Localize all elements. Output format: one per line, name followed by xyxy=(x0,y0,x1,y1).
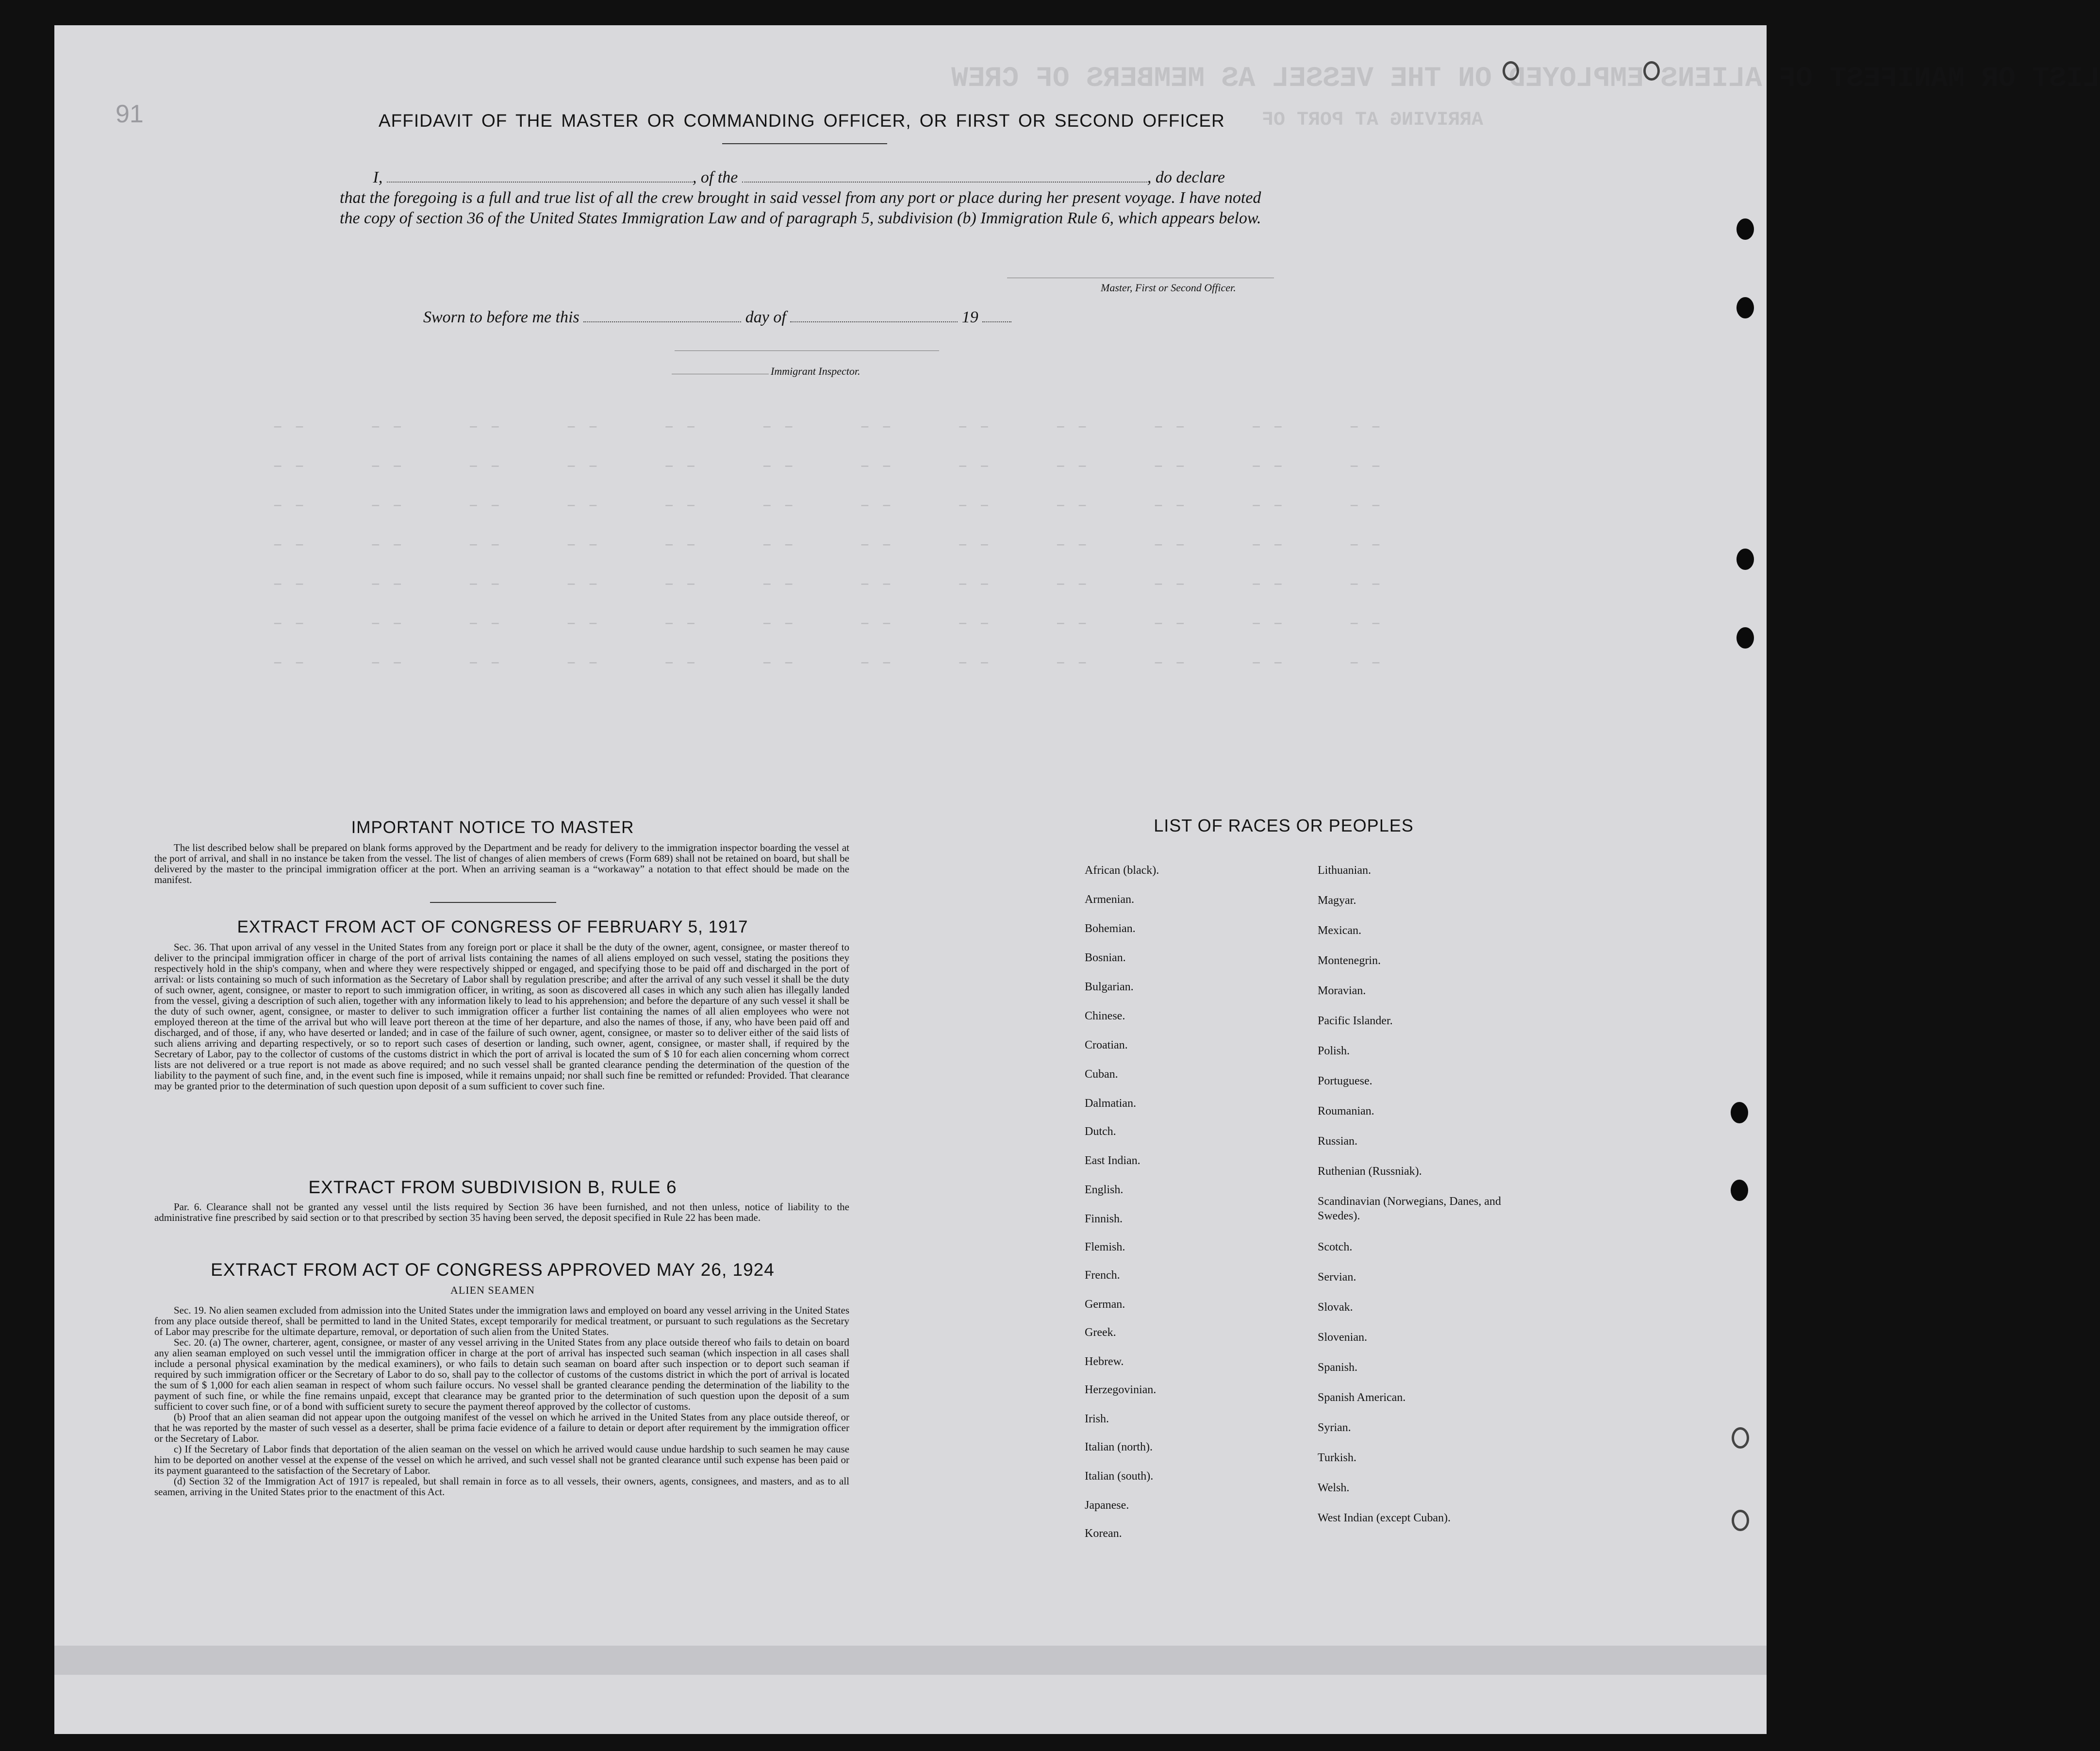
race-item: Bohemian. xyxy=(1085,922,1136,935)
race-item: Magyar. xyxy=(1318,894,1356,907)
affidavit-declaration-text: that the foregoing is a full and true list of all the crew brought in said vessel from any port or place during her present voyage. I have noted the copy of section 36 of the United States Immigration Law and of paragraph 5, subdivision (b) Immigration Rule 6, which appears below. xyxy=(340,189,1261,227)
race-item: Spanish. xyxy=(1318,1361,1358,1374)
extract-1924-subtitle: ALIEN SEAMEN xyxy=(450,1284,535,1296)
race-item: Scandinavian (Norwegians, Danes, and Swedes). xyxy=(1318,1195,1501,1222)
bleed-through-subheading: ARRIVING AT PORT OF xyxy=(1262,109,1484,131)
race-item: Scotch. xyxy=(1318,1241,1353,1253)
bleed-through-heading: LIST OR MANIFEST OF ALIENS EMPLOYED ON THE VESSEL AS MEMBERS OF CREW xyxy=(951,63,2100,95)
notice-text xyxy=(154,842,849,885)
race-item: East Indian. xyxy=(1085,1154,1141,1167)
page-number: 91 xyxy=(116,100,144,128)
extract-1924-paragraph: Sec. 20. (a) The owner, charterer, agent, consignee, or master of any vessel arriving in the United States from any place outside thereof who fails to detain on board any alien seaman employed on such vessel until the immigration officer in charge at the port of arrival has inspected such seaman (which inspection in all cases shall include a personal physical examination by the medical examiners), or who fails to detain such seaman on board after such inspection or to deport such seaman if required by such immigration officer or the Secretary of Labor to do so, shall pay to the collector of customs of the customs district in which the port of arrival is located the sum of $ 1,000 for each alien seaman in respect of whom such failure occurs. No vessel shall be granted clearance pending the determination of the liability to the payment of such fine, or while the fine remains unpaid, except that clearance may be granted prior to the determination of such question upon the deposit of a sum sufficient to cover such fine, or of a bond with sufficient surety to secure the payment thereof approved by the collector of customs. xyxy=(154,1336,849,1412)
race-item: French. xyxy=(1085,1269,1120,1282)
race-item: Slovenian. xyxy=(1318,1331,1367,1344)
punch-hole-ring-icon xyxy=(1503,61,1519,81)
sworn-day-of-label: day of xyxy=(745,308,786,326)
sworn-year-label: 19 xyxy=(961,308,978,326)
name-blank[interactable] xyxy=(387,182,693,183)
race-item: Ruthenian (Russniak). xyxy=(1318,1165,1422,1178)
race-item: Italian (north). xyxy=(1085,1441,1153,1453)
notice-divider xyxy=(430,902,556,903)
extract-1924-title: EXTRACT FROM ACT OF CONGRESS APPROVED MAY 26, 1924 xyxy=(211,1260,775,1280)
punch-hole-icon xyxy=(1736,218,1754,240)
punch-hole-icon xyxy=(1731,1102,1748,1123)
sworn-prefix-label: Sworn to before me this xyxy=(423,308,579,326)
race-item: Syrian. xyxy=(1318,1421,1351,1434)
race-item: Russian. xyxy=(1318,1135,1358,1148)
extract-rule6-paragraph: Par. 6. Clearance shall not be granted any vessel until the lists required by Section 36 have been furnished, and not then unless, notice of liability to the administrative fine prescribed by said section or to that prescribed by section 35 having been served, the deposit specified in Rule 22 has been made. xyxy=(154,1201,849,1223)
signature-label: Master, First or Second Officer. xyxy=(1101,282,1236,294)
affidavit-body xyxy=(340,167,1276,229)
extract-rule6-text xyxy=(154,1201,849,1223)
race-item: Portuguese. xyxy=(1318,1075,1372,1087)
extract-1924-paragraph: Sec. 19. No alien seamen excluded from admission into the United States under the immigration laws and employed on board any vessel arriving in the United States from any place outside thereof, shall be permitted to land in the United States, except temporarily for medical treatment, or pursuant to such regulations as the Secretary of Labor may prescribe for the ultimate departure, removal, or deportation of such alien from the United States. xyxy=(154,1304,849,1337)
affidavit-title-rule xyxy=(722,143,887,144)
race-item: Welsh. xyxy=(1318,1482,1350,1494)
race-item: Irish. xyxy=(1085,1413,1109,1425)
punch-hole-icon xyxy=(1736,549,1754,570)
race-item: Mexican. xyxy=(1318,924,1361,937)
race-item: Japanese. xyxy=(1085,1499,1129,1512)
punch-hole-icon xyxy=(1736,627,1754,649)
extract-1917-text xyxy=(154,942,849,1091)
race-item: Armenian. xyxy=(1085,893,1134,906)
race-item: Herzegovinian. xyxy=(1085,1384,1157,1396)
page-edge-shadow xyxy=(54,1646,1767,1675)
race-item: English. xyxy=(1085,1184,1124,1196)
affidavit-of-the-label: , of the xyxy=(692,168,738,186)
punch-hole-ring-icon xyxy=(1732,1427,1749,1449)
race-item: Bulgarian. xyxy=(1085,981,1134,993)
extract-1924-paragraph: (b) Proof that an alien seaman did not appear upon the outgoing manifest of the vessel on which he arrived in the United States from any place outside thereof, or that he was reported by the master of such vessel as a deserter, shall be prima facie evidence of a failure to detain or deport after requirement by the immigration officer or the Secretary of Labor. xyxy=(154,1411,849,1444)
extract-rule6-title: EXTRACT FROM SUBDIVISION B, RULE 6 xyxy=(308,1177,677,1197)
races-title: LIST OF RACES OR PEOPLES xyxy=(1154,816,1414,835)
race-item: Greek. xyxy=(1085,1326,1116,1339)
extract-1924-text xyxy=(154,1305,849,1497)
race-item: Servian. xyxy=(1318,1271,1356,1284)
race-item: Polish. xyxy=(1318,1045,1350,1057)
vessel-blank[interactable] xyxy=(742,182,1147,183)
sworn-day-blank[interactable] xyxy=(583,321,741,322)
race-item: West Indian (except Cuban). xyxy=(1318,1512,1451,1524)
sworn-year-blank[interactable] xyxy=(982,321,1011,322)
race-item: Montenegrin. xyxy=(1318,954,1381,967)
inspector-signature-line[interactable] xyxy=(675,350,939,351)
inspector-label: Immigrant Inspector. xyxy=(771,365,860,377)
notice-title: IMPORTANT NOTICE TO MASTER xyxy=(351,818,634,837)
punch-hole-icon xyxy=(1736,297,1754,318)
affidavit-do-declare-label: , do declare xyxy=(1147,168,1225,186)
bleed-through-rows: – – – – – – – – – – – – – – – – – – – – – – – – – – – – – – – – – – – – – – – – – – – – – – – – – – – – – – – – – – – – – – – – – – – – – – – – – – – – – – – – – – – – – – – – – – – – – – – – – – – – – – – – – – – – – – – – – – – – – – – – – – – – – – – – – – – – – – – – – – – – – – – – – – – – – – – – – – – – – – – – – – – – – – – – xyxy=(272,418,1381,672)
notice-paragraph: The list described below shall be prepared on blank forms approved by the Department and be ready for delivery to the immigration inspector boarding the vessel at the port of arrival, and shall in no instance be taken from the vessel. The list of changes of alien members of crews (Form 689) shall not be retained on board, but shall be delivered by the master to the principal immigration officer at the port. When an arriving seaman is a “workaway” a notation to that effect should be made on the manifest. xyxy=(154,842,849,885)
race-item: Cuban. xyxy=(1085,1068,1118,1081)
race-item: Bosnian. xyxy=(1085,951,1126,964)
race-item: Croatian. xyxy=(1085,1039,1128,1051)
race-item: Lithuanian. xyxy=(1318,864,1371,877)
extract-1917-paragraph: Sec. 36. That upon arrival of any vessel in the United States from any foreign port or place it shall be the duty of the owner, agent, consignee, or master thereof to deliver to the principal immigration officer in charge of the port of arrival lists containing the names of all aliens employed on such vessel, stating the positions they respectively hold in the ship's company, when and where they were respectively shipped or engaged, and specifying those to be paid off and discharged in the port of arrival: or lists containing so much of such information as the Secretary of Labor shall by regulation prescribe; and after the arrival of any such vessel it shall be the duty of such owner, agent, consignee, or master to report to such immigration officer, in writing, as soon as discovered all cases in which any such alien has illegally landed from the vessel, giving a description of such alien, together with any information likely to lead to his apprehension; and before the departure of any such vessel it shall be the duty of such owner, agent, consignee, or master to deliver to such immigration officer a further list containing the names of all alien employees who were not employed thereon at the time of the arrival but who will leave port thereon at the time of her departure, and also the names of those, if any, who have been paid off and discharged, and of those, if any, who have deserted or landed; and in case of the failure of such owner, agent, consignee, or master so to deliver either of the said lists of such aliens arriving and departing respectively, or so to report such cases of desertion or landing, such owner, agent, consignee, or master shall, if required by the Secretary of Labor, pay to the collector of customs of the customs district in which the port of arrival is located the sum of $ 10 for each alien concerning whom correct lists are not delivered or a true report is not made as above required; and no such vessel shall be granted clearance pending the determination of the question of the liability to the payment of such fine, and, in the event such fine is imposed, while it remains unpaid; nor shall such fine be remitted or refunded: Provided. That clearance may be granted prior to the determination of such question upon deposit of a sum sufficient to cover such fine. xyxy=(154,941,849,1092)
race-item: Spanish American. xyxy=(1318,1391,1406,1404)
sworn-month-blank[interactable] xyxy=(790,321,958,322)
race-item: African (black). xyxy=(1085,864,1159,877)
race-item: Dutch. xyxy=(1085,1125,1116,1138)
sworn-line xyxy=(423,308,1011,327)
race-item: Korean. xyxy=(1085,1527,1122,1540)
race-item: Pacific Islander. xyxy=(1318,1015,1393,1027)
extract-1917-title: EXTRACT FROM ACT OF CONGRESS OF FEBRUARY 5, 1917 xyxy=(237,917,748,936)
race-item: Italian (south). xyxy=(1085,1470,1154,1483)
race-item: Flemish. xyxy=(1085,1241,1125,1253)
race-item: Turkish. xyxy=(1318,1451,1356,1464)
punch-hole-icon xyxy=(1731,1180,1748,1201)
punch-hole-ring-icon xyxy=(1643,61,1660,81)
extract-1924-paragraph: (d) Section 32 of the Immigration Act of 1917 is repealed, but shall remain in force as to all vessels, their owners, agents, consignees, and masters, and as to all seamen, arriving in the United States prior to the enactment of this Act. xyxy=(154,1475,849,1498)
race-item: Dalmatian. xyxy=(1085,1097,1136,1110)
race-item: Roumanian. xyxy=(1318,1105,1374,1117)
affidavit-title: AFFIDAVIT OF THE MASTER OR COMMANDING OFFICER, OR FIRST OR SECOND OFFICER xyxy=(379,111,1225,131)
extract-1924-paragraph: c) If the Secretary of Labor finds that deportation of the alien seaman on the vessel on which he arrived would cause undue hardship to such seamen he may cause him to be deported on another vessel at the expense of the vessel on which he arrived, and such vessel shall not be granted clearance until such expense has been paid or its payment guaranteed to the satisfaction of the Secretary of Labor. xyxy=(154,1443,849,1476)
race-item: Moravian. xyxy=(1318,984,1366,997)
race-item: Hebrew. xyxy=(1085,1355,1124,1368)
race-item: Finnish. xyxy=(1085,1213,1123,1225)
race-item: Chinese. xyxy=(1085,1010,1125,1022)
punch-hole-ring-icon xyxy=(1732,1510,1749,1531)
race-item: Slovak. xyxy=(1318,1301,1353,1314)
race-item: German. xyxy=(1085,1298,1125,1311)
affidavit-i-label: I, xyxy=(373,168,383,186)
